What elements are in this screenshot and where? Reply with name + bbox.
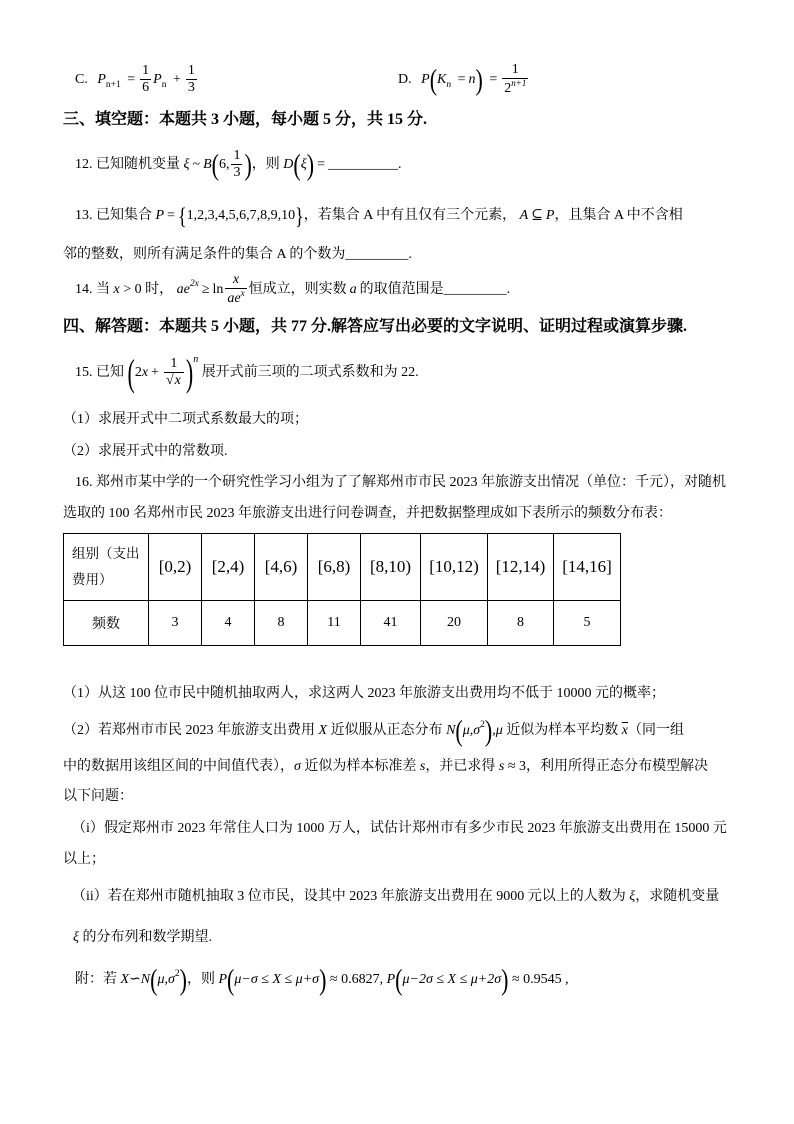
denominator-exponent: n+1 (511, 78, 527, 89)
geq-sign: ≥ (201, 282, 210, 297)
answer-blank: __________. (327, 157, 402, 172)
right-paren: ) (475, 62, 483, 96)
left-paren: ( (227, 962, 235, 996)
question-16-part-2-line-2 (63, 747, 708, 787)
left-paren: ( (455, 713, 463, 747)
probability-p: P (218, 972, 228, 987)
right-paren: ) (179, 962, 187, 996)
q13-suffix: ，且集合 A 中不含相 (554, 208, 683, 223)
appendix-end: , (565, 972, 569, 987)
exponent: 2x (189, 279, 199, 289)
greater-than-zero: > 0 (123, 282, 142, 297)
fraction (225, 272, 246, 307)
table-cell-frequency: 8 (255, 601, 308, 646)
exponent: 2 (480, 720, 485, 730)
sub-ii-suffix: ，求随机变量 (635, 889, 720, 904)
right-paren: ) (185, 350, 194, 394)
table-row-header: 组别（支出费用） (64, 534, 149, 601)
section-3-heading: 三、填空题：本题共 3 小题，每小题 5 分，共 15 分. (63, 111, 428, 128)
q13-prefix: 13. 已知集合 (75, 208, 152, 223)
fraction-numerator: 1 (164, 356, 184, 373)
part-2-text: 近似服从正态分布 (330, 723, 443, 738)
table-cell-frequency: 5 (554, 601, 621, 646)
variable-p: P (97, 72, 106, 87)
probability-value-2: ≈ 0.9545 (511, 972, 562, 987)
question-16-part-2-line-3: 以下问题： (63, 789, 133, 804)
variable-s: s (419, 759, 426, 774)
table-row-label: 频数 (64, 601, 149, 646)
table-cell-group: [14,16] (554, 534, 621, 601)
fraction-denominator (225, 289, 246, 307)
variable-p: P (421, 72, 430, 87)
denominator-exponent: x (240, 288, 245, 299)
table-cell-frequency: 41 (361, 601, 421, 646)
appendix-note (75, 960, 569, 1000)
fraction (186, 63, 197, 96)
interval-2: μ−2σ ≤ X ≤ μ+2σ (402, 972, 502, 987)
variable-xi: ξ (183, 157, 190, 172)
table-row (64, 534, 621, 601)
sub-ii-text: （ii）若在郑州市随机抽取 3 位市民，设其中 2023 年旅游支出费用在 9000 元以上的人数为 (72, 889, 626, 904)
right-brace: } (295, 202, 304, 229)
question-16-sub-i: （i）假定郑州市 2023 年常住人口为 1000 万人，试估计郑州市有多少市民 2023 年旅游支出费用在 15000 元 (72, 821, 727, 836)
table-cell-frequency: 8 (488, 601, 554, 646)
tilde-sign: ~ (192, 157, 201, 172)
appendix-prefix: 附：若 (75, 972, 117, 987)
question-13 (75, 196, 683, 236)
right-paren: ) (306, 147, 315, 181)
fraction (231, 148, 242, 181)
part-2-text: ，并已求得 (425, 759, 496, 774)
fraction-denominator: 3 (233, 165, 241, 181)
q15-prefix: 15. 已知 (75, 365, 124, 380)
question-15 (75, 350, 419, 394)
option-c (75, 60, 199, 100)
table-cell-group: [4,6) (255, 534, 308, 601)
q12-middle: ，则 (251, 157, 280, 172)
question-14 (75, 270, 510, 310)
variable-sigma: σ (294, 759, 301, 774)
frequency-table (63, 533, 621, 646)
variable-p: P (545, 208, 555, 223)
sqrt-icon: √ (165, 373, 174, 389)
question-16-part-2 (63, 711, 684, 751)
variable-p: P (153, 72, 162, 87)
variable-b: B (203, 157, 212, 172)
fraction (164, 356, 184, 389)
comma: , (492, 723, 496, 738)
question-16-intro-line-2: 选取的 100 名郑州市民 2023 年旅游支出进行问卷调查，并把数据整理成如下表所示的频数分布表： (63, 506, 672, 521)
subscript: n (161, 80, 167, 90)
variable-xi: ξ (629, 889, 636, 904)
question-16-part-1: （1）从这 100 位市民中随机抽取两人，求这两人 2023 年旅游支出费用均不低于 10000 元的概率； (63, 686, 665, 701)
question-15-part-1: （1）求展开式中二项式系数最大的项； (63, 412, 308, 427)
variable-mu: μ (495, 723, 503, 738)
part-2-text: ，利用所得正态分布模型解决 (526, 759, 708, 774)
fraction-denominator: 6 (142, 80, 150, 96)
fraction-numerator: 1 (502, 62, 528, 79)
variable-n: N (446, 723, 456, 738)
distribution-params: μ,σ (462, 723, 481, 738)
option-d-label: D. (398, 72, 412, 87)
q14-suffix: 恒成立，则实数 (248, 282, 347, 297)
section-4-heading: 四、解答题：本题共 5 小题，共 77 分.解答应写出必要的文字说明、证明过程或演算步骤. (63, 318, 688, 335)
variable-n: n (468, 72, 476, 87)
variable-a: a (349, 282, 357, 297)
subset-sign: ⊆ (531, 208, 543, 223)
question-16-sub-i-line-2: 以上； (63, 852, 105, 867)
equals-sign: = (127, 72, 136, 87)
q15-suffix: 展开式前三项的二项式系数和为 22. (201, 365, 419, 380)
binomial-arg: 6, (218, 157, 230, 172)
q12-prefix: 12. 已知随机变量 (75, 157, 180, 172)
part-2-text: （同一组 (628, 723, 684, 738)
right-paren: ) (319, 962, 327, 996)
subscript: n+1 (105, 80, 121, 90)
left-paren: ( (211, 147, 219, 181)
part-2-prefix: （2）若郑州市市民 2023 年旅游支出费用 (63, 723, 315, 738)
subscript: n (446, 80, 452, 90)
table-cell-frequency: 4 (202, 601, 255, 646)
fraction-denominator: 3 (187, 80, 195, 96)
exponent: 2 (174, 969, 180, 979)
appendix-then: ，则 (186, 972, 215, 987)
variable-xi: ξ (73, 930, 79, 945)
exponent-n: n (193, 354, 199, 365)
part-2-text: 中的数据用该组区间的中间值代表）， (63, 759, 294, 774)
right-paren: ) (244, 147, 252, 181)
option-d (398, 60, 530, 100)
fraction-numerator: 1 (233, 148, 241, 164)
fraction-numerator: 1 (142, 63, 150, 79)
radicand: x (174, 373, 181, 389)
left-paren: ( (127, 350, 135, 394)
q13-middle: ，若集合 A 中有且仅有三个元素， (303, 208, 517, 223)
question-16-sub-ii (72, 877, 719, 917)
sub-ii-text: 的分布列和数学期望. (82, 930, 212, 945)
variable-d: D (283, 157, 294, 172)
fraction-numerator: 1 (187, 63, 195, 79)
question-13-line-2: 邻的整数，则所有满足条件的集合 A 的个数为_________. (63, 247, 412, 262)
equals-sign: = (317, 157, 325, 172)
denominator-base: ae (227, 291, 241, 307)
denominator-base: 2 (504, 81, 512, 97)
right-paren: ) (484, 713, 493, 747)
distributed-as-sign: ∽ (129, 972, 141, 987)
left-paren: ( (429, 62, 438, 96)
distribution-params: μ,σ (157, 972, 175, 987)
equals-sign: = (489, 72, 498, 87)
sample-mean-xbar: $\overline{x}$ (621, 723, 628, 738)
equals-sign: = (167, 208, 175, 223)
variable-n: N (140, 972, 151, 987)
expression-ae: ae (176, 282, 190, 297)
question-15-part-2: （2）求展开式中的常数项. (63, 444, 228, 459)
variable-x: X (318, 723, 328, 738)
table-cell-group: [8,10) (361, 534, 421, 601)
left-paren: ( (150, 962, 158, 996)
variable-k: K (437, 72, 447, 87)
table-cell-group: [0,2) (149, 534, 202, 601)
variable-s: s (498, 759, 505, 774)
variable-p: P (155, 208, 165, 223)
question-16-sub-ii-line-2 (73, 918, 212, 958)
ln-function: ln (212, 282, 224, 297)
plus-sign: + (172, 72, 181, 87)
fraction (502, 62, 528, 97)
plus-sign: + (151, 365, 159, 380)
option-c-label: C. (75, 72, 88, 87)
table-cell-group: [2,4) (202, 534, 255, 601)
approx-value: ≈ 3 (507, 759, 526, 774)
question-16-intro-line-1: 16. 郑州市某中学的一个研究性学习小组为了了解郑州市市民 2023 年旅游支出情况（单位：千元），对随机 (75, 475, 726, 490)
q14-when: 时， (145, 282, 174, 297)
q14-prefix: 14. 当 (75, 282, 110, 297)
coefficient: 2 (134, 365, 142, 380)
table-cell-group: [12,14) (488, 534, 554, 601)
table-cell-group: [6,8) (308, 534, 361, 601)
probability-p: P (386, 972, 396, 987)
table-cell-frequency: 3 (149, 601, 202, 646)
table-cell-frequency: 20 (421, 601, 488, 646)
variable-a: A (519, 208, 529, 223)
fraction-numerator: x (225, 272, 246, 289)
table-cell-frequency: 11 (308, 601, 361, 646)
fraction (140, 63, 151, 96)
part-2-text: 近似为样本平均数 (506, 723, 619, 738)
variable-x: x (141, 365, 149, 380)
left-paren: ( (293, 147, 301, 181)
variable-x: X (120, 972, 130, 987)
fraction-denominator (164, 373, 184, 389)
table-row (64, 601, 621, 646)
equals-sign: = (457, 72, 466, 87)
set-elements: 1,2,3,4,5,6,7,8,9,10 (186, 208, 296, 223)
probability-value-1: ≈ 0.6827, (329, 972, 384, 987)
question-12 (75, 145, 401, 185)
variable-xi: ξ (300, 157, 307, 172)
left-paren: ( (395, 962, 403, 996)
q14-suffix-2: 的取值范围是_________. (359, 282, 511, 297)
fraction-denominator (502, 79, 528, 97)
right-paren: ) (501, 962, 509, 996)
part-2-text: 近似为样本标准差 (304, 759, 417, 774)
variable-x: x (113, 282, 120, 297)
interval-1: μ−σ ≤ X ≤ μ+σ (234, 972, 320, 987)
table-cell-group: [10,12) (421, 534, 488, 601)
left-brace: { (177, 202, 187, 229)
